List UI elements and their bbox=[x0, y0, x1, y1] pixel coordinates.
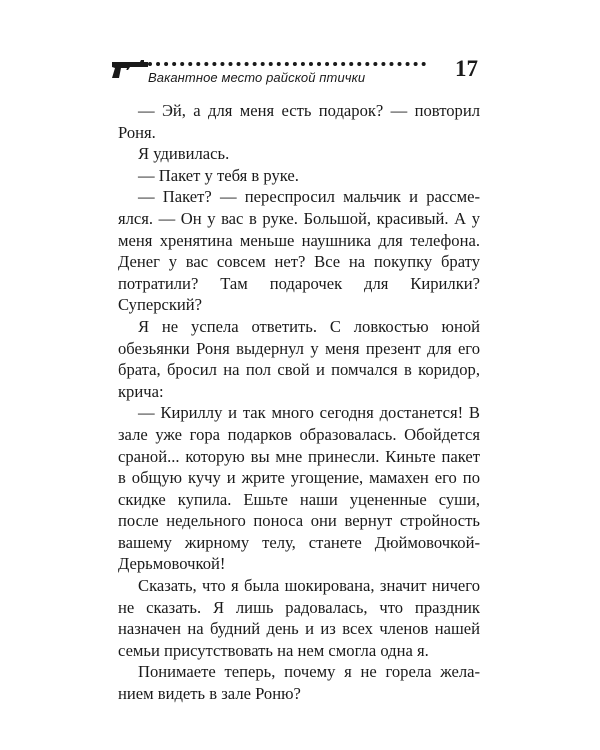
header-dotted-rule bbox=[148, 62, 426, 66]
running-title: Вакантное место райской птички bbox=[148, 70, 366, 85]
paragraph: Сказать, что я была шокирована, значит ничего не сказать. Я лишь радовалась, что праздник назначен на будний день и из всех членов нашей семьи присутствовать на нем смогла одна я. bbox=[118, 576, 480, 660]
paragraph: — Пакет? — переспросил мальчик и рассмеялся. — Он у вас в руке. Большой, красивый. А у меня хренятина меньше наушника для телефона. Денег у вас совсем нет? Все на покупку брату потратили? Там подарочек для Кирилки? Суперский? bbox=[118, 187, 480, 315]
paragraph: Я не успела ответить. С ловкостью юной обезьянки Роня выдернул у меня презент для его брата, бросил на пол свой и помчался в коридор, крича: bbox=[118, 316, 480, 401]
paragraph: — Эй, а для меня есть подарок? — повторил Роня. bbox=[118, 101, 480, 142]
revolver-icon bbox=[110, 58, 150, 80]
body-text bbox=[118, 100, 480, 705]
paragraph: — Пакет у тебя в руке. bbox=[138, 165, 299, 185]
paragraph: — Кириллу и так много сегодня достанется! В зале уже гора подарков образовалась. Обойдется сраной... которую вы мне принесли. Киньте пакет в общую кучу и жрите угощение, мамахен его по скидке купила. Ешьте наши уцененные суши, после недельного поноса они вернут стройность вашему жирному телу, станете Дюймовочкой-Дерьмовочкой! bbox=[118, 403, 480, 574]
paragraph: Понимаете теперь, почему я не горела желанием видеть в зале Роню? bbox=[118, 662, 480, 704]
paragraph: Я удивилась. bbox=[138, 144, 230, 164]
page-header bbox=[110, 54, 482, 88]
page-number: 17 bbox=[455, 56, 478, 81]
